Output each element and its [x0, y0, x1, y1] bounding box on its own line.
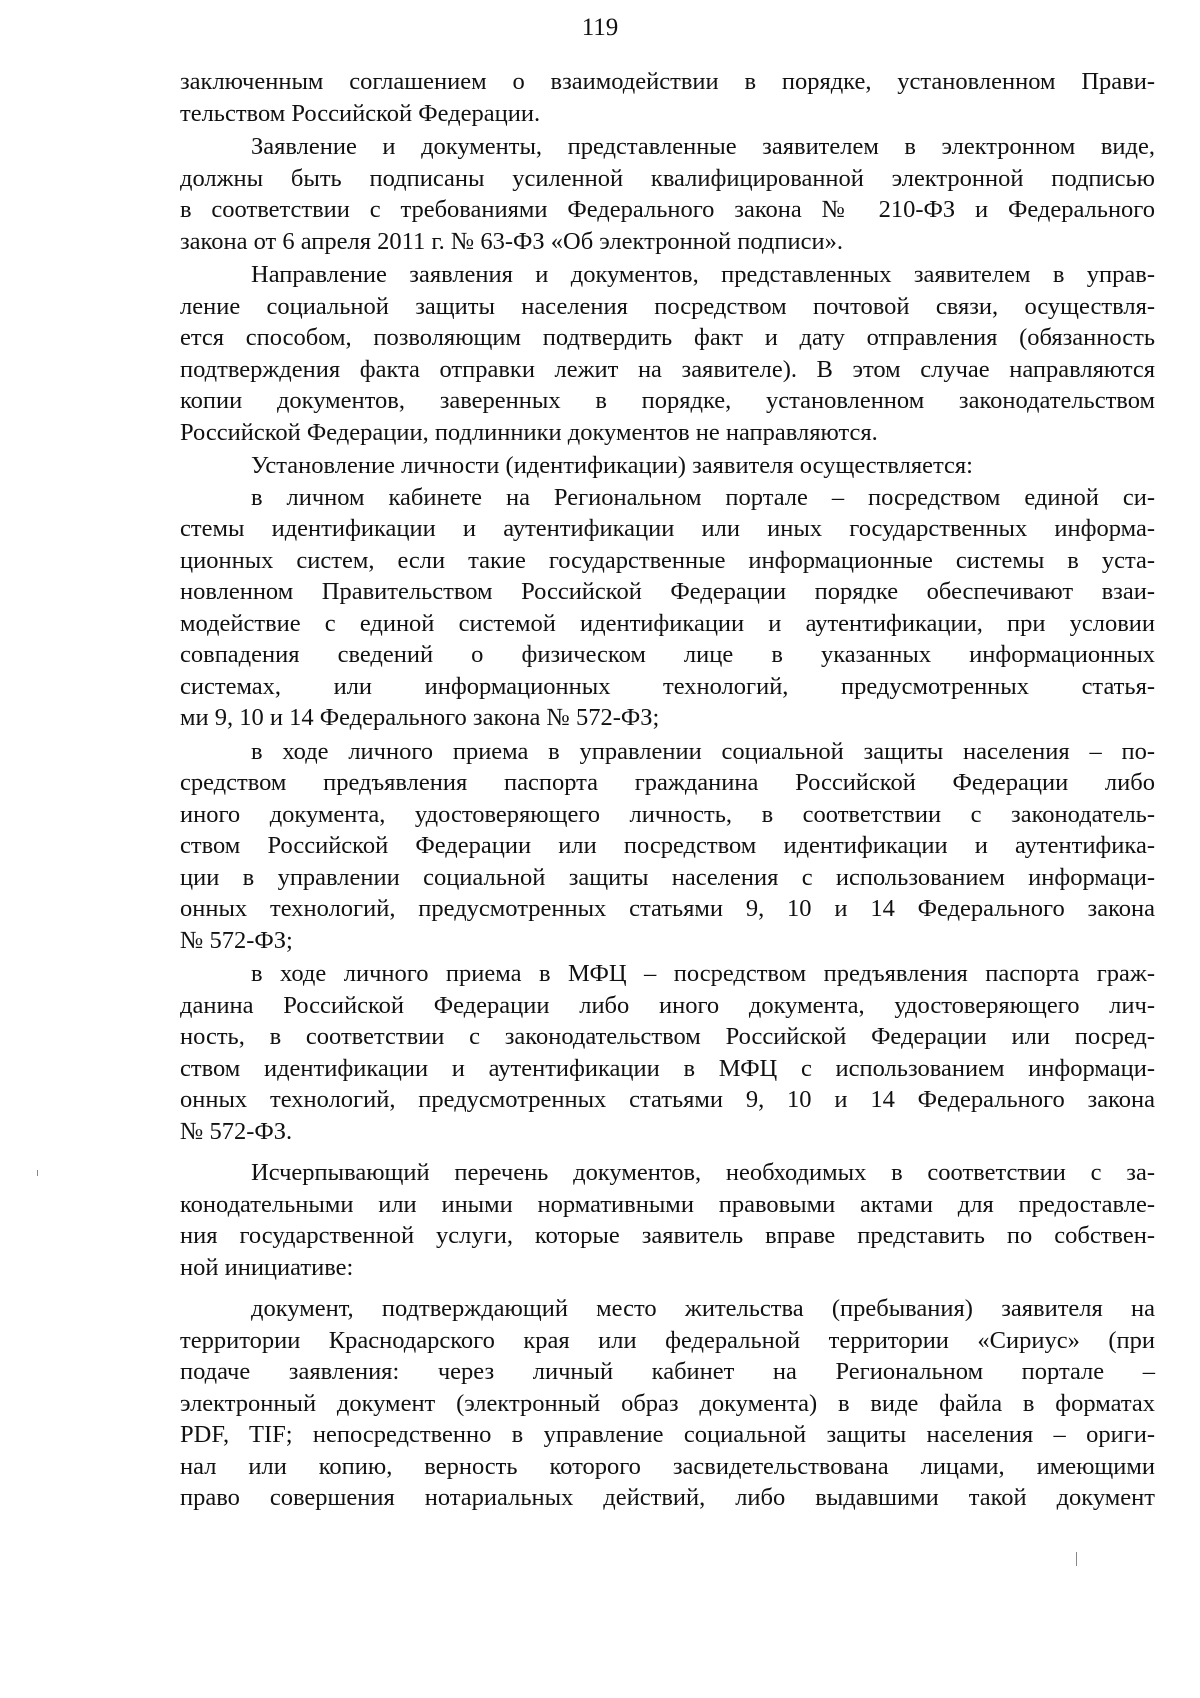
text-line: № 572-ФЗ.	[180, 1117, 293, 1145]
text-line: территории Краснодарского края или федеральной территории «Сириус» (при	[180, 1326, 1155, 1354]
text-line: ством Российской Федерации или посредством идентификации и аутентифика-	[180, 832, 1155, 859]
text-line: ционных систем, если такие государственные информационные системы в уста-	[180, 546, 1155, 574]
text-line: онных технологий, предусмотренных статьями 9, 10 и 14 Федерального закона	[180, 1086, 1155, 1113]
text-line: ной инициативе:	[180, 1253, 354, 1281]
paragraph-start-line: в ходе личного приема в МФЦ – посредством предъявления паспорта граж-	[251, 960, 1155, 987]
text-line: совпадения сведений о физическом лице в указанных информационных	[180, 641, 1155, 668]
paragraph-start-line: Установление личности (идентификации) заявителя осуществляется:	[251, 452, 973, 479]
text-line: средством предъявления паспорта гражданина Российской Федерации либо	[180, 769, 1155, 796]
text-line: тельством Российской Федерации.	[180, 99, 541, 127]
text-line: новленном Правительством Российской Федерации порядке обеспечивают взаи-	[180, 578, 1155, 605]
text-line: данина Российской Федерации либо иного документа, удостоверяющего лич-	[180, 991, 1155, 1019]
scan-artifact-mark	[1076, 1552, 1077, 1566]
text-line: право совершения нотариальных действий, либо выдавшими такой документ	[180, 1484, 1155, 1511]
paragraph-start-line: в ходе личного приема в управлении социальной защиты населения – по-	[251, 737, 1155, 765]
text-line: онных технологий, предусмотренных статьями 9, 10 и 14 Федерального закона	[180, 895, 1155, 922]
paragraph-start-line: в личном кабинете на Региональном портале – посредством единой си-	[251, 483, 1155, 511]
text-line: ния государственной услуги, которые заявитель вправе представить по собствен-	[180, 1222, 1155, 1249]
paragraph-start-line: Исчерпывающий перечень документов, необходимых в соответствии с за-	[251, 1159, 1155, 1186]
text-line: ность, в соответствии с законодательством Российской Федерации или посред-	[180, 1023, 1155, 1050]
text-line: ции в управлении социальной защиты населения с использованием информаци-	[180, 863, 1155, 891]
text-line: копии документов, заверенных в порядке, установленном законодательством	[180, 387, 1155, 414]
page-number: 119	[581, 14, 619, 41]
text-line: электронный документ (электронный образ документа) в виде файла в форматах	[180, 1389, 1155, 1417]
text-line: модействие с единой системой идентификации и аутентификации, при условии	[180, 609, 1155, 637]
text-line: иного документа, удостоверяющего личность, в соответствии с законодатель-	[180, 800, 1155, 828]
text-line: стемы идентификации и аутентификации или иных государственных информа-	[180, 515, 1155, 542]
text-line: № 572-ФЗ;	[180, 926, 293, 954]
text-line: системах, или информационных технологий, предусмотренных статья-	[180, 672, 1155, 700]
text-line: заключенным соглашением о взаимодействии в порядке, установленном Прави-	[180, 68, 1155, 95]
text-line: закона от 6 апреля 2011 г. № 63-ФЗ «Об электронной подписи».	[180, 227, 843, 255]
text-line: ми 9, 10 и 14 Федерального закона № 572-ФЗ;	[180, 704, 660, 731]
text-line: Российской Федерации, подлинники документов не направляются.	[180, 418, 878, 446]
text-line: должны быть подписаны усиленной квалифицированной электронной подписью	[180, 164, 1155, 192]
text-line: ление социальной защиты населения посредством почтовой связи, осуществля-	[180, 292, 1155, 320]
text-line: ется способом, позволяющим подтвердить факт и дату отправления (обязанность	[180, 324, 1155, 351]
text-line: PDF, TIF; непосредственно в управление социальной защиты населения – ориги-	[180, 1421, 1155, 1448]
paragraph-start-line: Направление заявления и документов, представленных заявителем в управ-	[251, 261, 1155, 288]
document-body	[180, 66, 1155, 1514]
paragraph-start-line: Заявление и документы, представленные заявителем в электронном виде,	[251, 133, 1155, 160]
text-line: подаче заявления: через личный кабинет на Региональном портале –	[180, 1358, 1155, 1385]
text-line: ством идентификации и аутентификации в МФЦ с использованием информаци-	[180, 1054, 1155, 1082]
text-line: нал или копию, верность которого засвидетельствована лицами, имеющими	[180, 1452, 1155, 1480]
scan-artifact-mark	[37, 1170, 38, 1176]
paragraph-start-line: документ, подтверждающий место жительства (пребывания) заявителя на	[251, 1295, 1155, 1322]
text-line: в соответствии с требованиями Федерального закона № 210-ФЗ и Федерального	[180, 196, 1155, 223]
text-line: конодательными или иными нормативными правовыми актами для предоставле-	[180, 1190, 1155, 1218]
text-line: подтверждения факта отправки лежит на заявителе). В этом случае направляются	[180, 355, 1155, 383]
